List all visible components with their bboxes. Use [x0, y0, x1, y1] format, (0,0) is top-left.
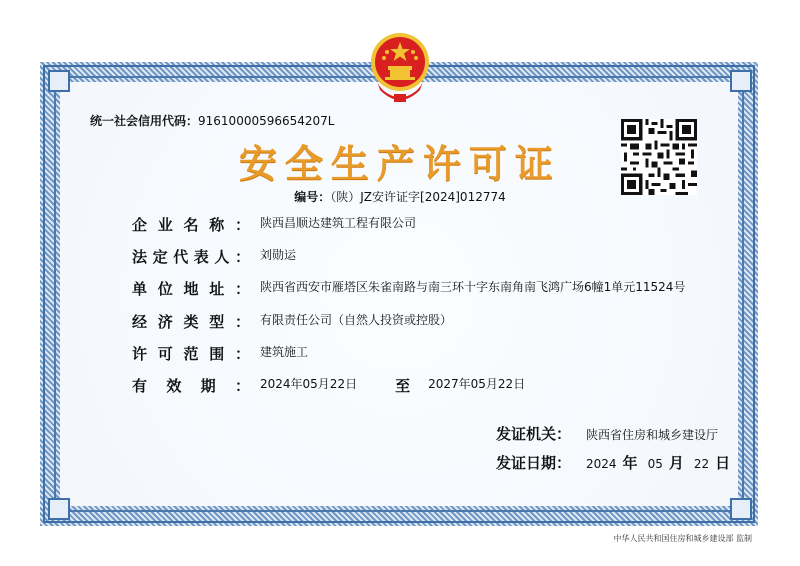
qr-code-icon — [621, 119, 697, 195]
field-value: 刘勋运 — [260, 248, 297, 262]
field-address — [132, 278, 690, 299]
validity-start: 2024年05月22日 — [260, 377, 358, 391]
issue-year: 2024 — [586, 457, 617, 471]
field-economic-type — [132, 311, 452, 332]
issuer-value: 陕西省住房和城乡建设厅 — [586, 428, 719, 442]
field-value: 建筑施工 — [260, 345, 309, 359]
certificate-number — [0, 188, 800, 205]
issue-month-unit: 月 — [668, 454, 684, 472]
corner-ornament — [730, 498, 752, 520]
certificate-number-label: 编号： — [294, 190, 331, 204]
field-permit-scope — [132, 343, 308, 364]
field-value: 陕西昌顺达建筑工程有限公司 — [260, 216, 417, 230]
credit-code — [90, 112, 335, 129]
field-label: 经 济 类 型 ： — [132, 313, 250, 331]
credit-code-label: 统一社会信用代码： — [90, 114, 199, 128]
issue-date — [496, 452, 736, 473]
issuer — [496, 423, 718, 444]
field-label: 单 位 地 址 ： — [132, 280, 250, 298]
issuer-label: 发证机关： — [496, 425, 572, 443]
corner-ornament — [48, 498, 70, 520]
credit-code-value: 91610000596654207L — [198, 114, 335, 128]
issue-date-label: 发证日期： — [496, 454, 572, 472]
validity-end: 2027年05月22日 — [428, 377, 526, 391]
field-legal-representative — [132, 246, 296, 267]
corner-ornament — [48, 70, 70, 92]
field-company-name — [132, 214, 416, 235]
footer-supervisor: 中华人民共和国住房和城乡建设部 监制 — [613, 534, 752, 543]
validity-to: 至 — [395, 377, 411, 395]
field-validity — [132, 375, 525, 396]
issue-day-unit: 日 — [715, 454, 731, 472]
field-label: 法 定 代 表 人 ： — [132, 248, 250, 266]
certificate-number-value: （陕）JZ安许证字[2024]012774 — [330, 190, 506, 204]
issue-year-unit: 年 — [622, 454, 638, 472]
field-label: 企 业 名 称 ： — [132, 216, 250, 234]
issue-month: 05 — [647, 457, 663, 471]
field-label: 许 可 范 围 ： — [132, 345, 250, 363]
issue-day: 22 — [693, 457, 710, 471]
certificate-title: 安全生产许可证 — [238, 141, 561, 186]
field-value: 陕西省西安市雁塔区朱雀南路与南三环十字东南角南飞鸿广场6幢1单元11524号 — [260, 280, 686, 294]
national-emblem-icon — [370, 30, 430, 104]
field-value: 有限责任公司（自然人投资或控股） — [260, 313, 453, 327]
corner-ornament — [730, 70, 752, 92]
field-label: 有 效 期 ： — [132, 377, 250, 395]
